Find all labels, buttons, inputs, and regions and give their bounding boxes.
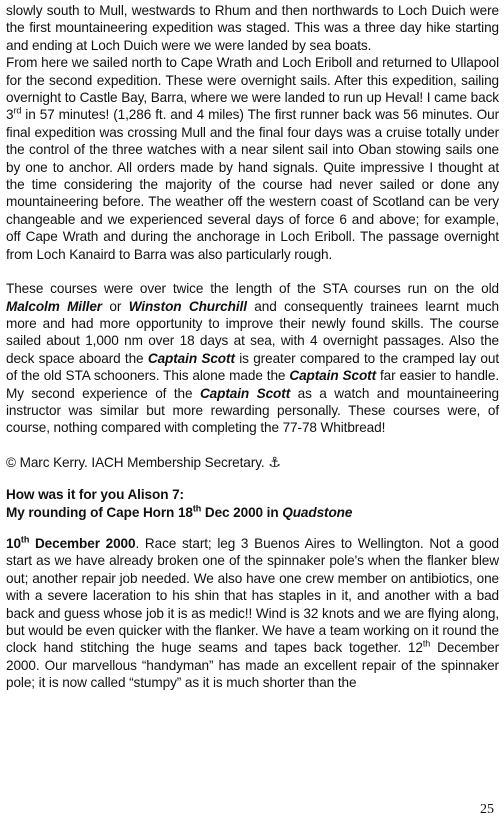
paragraph-race-diary xyxy=(6,535,499,692)
text-run: December 2000 xyxy=(29,535,136,551)
article-subheading xyxy=(6,504,499,521)
paragraph-course-comparison xyxy=(6,280,499,437)
text-run: From here we sailed north to Cape Wrath and Loch Eriboll and returned to Ullapool for the second expedition. These were overnight sails. After this expedition, sailing overnight to Castle Bay, Barra, where we were landed to run up Heval! I came back 3 xyxy=(6,55,499,123)
author-signature xyxy=(6,454,499,472)
article-heading: How was it for you Alison 7: xyxy=(6,487,184,503)
paragraph-expedition-route: slowly south to Mull, westwards to Rhum and then northwards to Loch Duich were the first mountaineering expedition was staged. This was a three day hike starting and ending at Loch Duich were we were landed by sea boats. xyxy=(6,3,499,53)
text-run: Dec 2000 in xyxy=(201,504,283,520)
ship-name: Captain Scott xyxy=(199,385,291,401)
ordinal-suffix: rd xyxy=(13,105,22,116)
text-run: in 57 minutes! (1,286 ft. and 4 miles) The first runner back was 56 minutes. Our final expedition was crossing Mull and the final four days was a cruise totally under the control of the three watches with a near silent sail into Oban stowing sails one by one to anchor. All orders made by hand signals. Quite impressive I thought at the time considering the majority of the course had never sailed or done any mountaineering before. The weather off the western coast of Scotland can be very changeable and we experienced several days of force 6 and above; for example, off Cape Wrath and during the anchorage in Loch Eriboll. The passage overnight from Loch Kanaird to Barra was also particularly rough. xyxy=(6,107,499,262)
ship-name: Malcolm Miller xyxy=(6,298,102,314)
ship-name: Winston Churchill xyxy=(128,298,247,314)
ship-name: Captain Scott xyxy=(289,368,376,384)
page-number: 25 xyxy=(480,802,494,817)
ordinal-suffix: th xyxy=(20,534,30,545)
text-run: as a watch and mountaineering instructor was similar but more rewarding personally. These courses were, of course, nothing compared with completing the 77-78 Whitbread! xyxy=(6,385,500,436)
text-run: December 2000. Our marvellous “handyman” has made an excellent repair of the spinnaker pole; it is now called “stumpy” as it is much shorter than the xyxy=(6,640,499,691)
ship-name: Captain Scott xyxy=(147,350,235,366)
signature-text: © Marc Kerry. IACH Membership Secretary. xyxy=(6,454,269,470)
text-run: and consequently trainees learnt much more and had more opportunity to improve their newly found skills. The course sailed about 1,000 nm over 18 days at sea, with 4 overnight passages. Also the deck space aboard the xyxy=(6,298,499,366)
boat-name: Quadstone xyxy=(282,504,353,520)
text-run: far easier to handle. My second experience of the xyxy=(6,368,499,401)
ordinal-suffix: th xyxy=(192,503,202,514)
document-page xyxy=(6,2,499,692)
text-run: is greater compared to the cramped lay out of the old STA schooners. This alone made the xyxy=(6,350,500,384)
text-run: My rounding of Cape Horn 18 xyxy=(6,504,193,520)
text-run: . Race start; leg 3 Buenos Aires to Wellington. Not a good start as we have already broken one of the spinnaker pole's when the flanker blew out; another repair job needed. We also have one crew member on antibiotics, one with a severe laceration to his shin that has staples in it, and another with a bad back and guess whose job it is as medic!! Wind is 32 knots and we are flying along, but would be even quicker with the flanker. We have a team working on it round the clock hand stitching the huge seams and tapes back together. 12 xyxy=(6,535,499,656)
diary-date xyxy=(6,536,135,551)
ordinal-suffix: th xyxy=(422,638,431,649)
anchor-icon: ⚓ xyxy=(268,454,281,471)
text-run: 10 xyxy=(6,535,21,551)
text-run: or xyxy=(102,298,129,314)
paragraph-second-expedition xyxy=(6,54,499,263)
text-run: These courses were over twice the length of the STA courses run on the old xyxy=(6,281,499,297)
